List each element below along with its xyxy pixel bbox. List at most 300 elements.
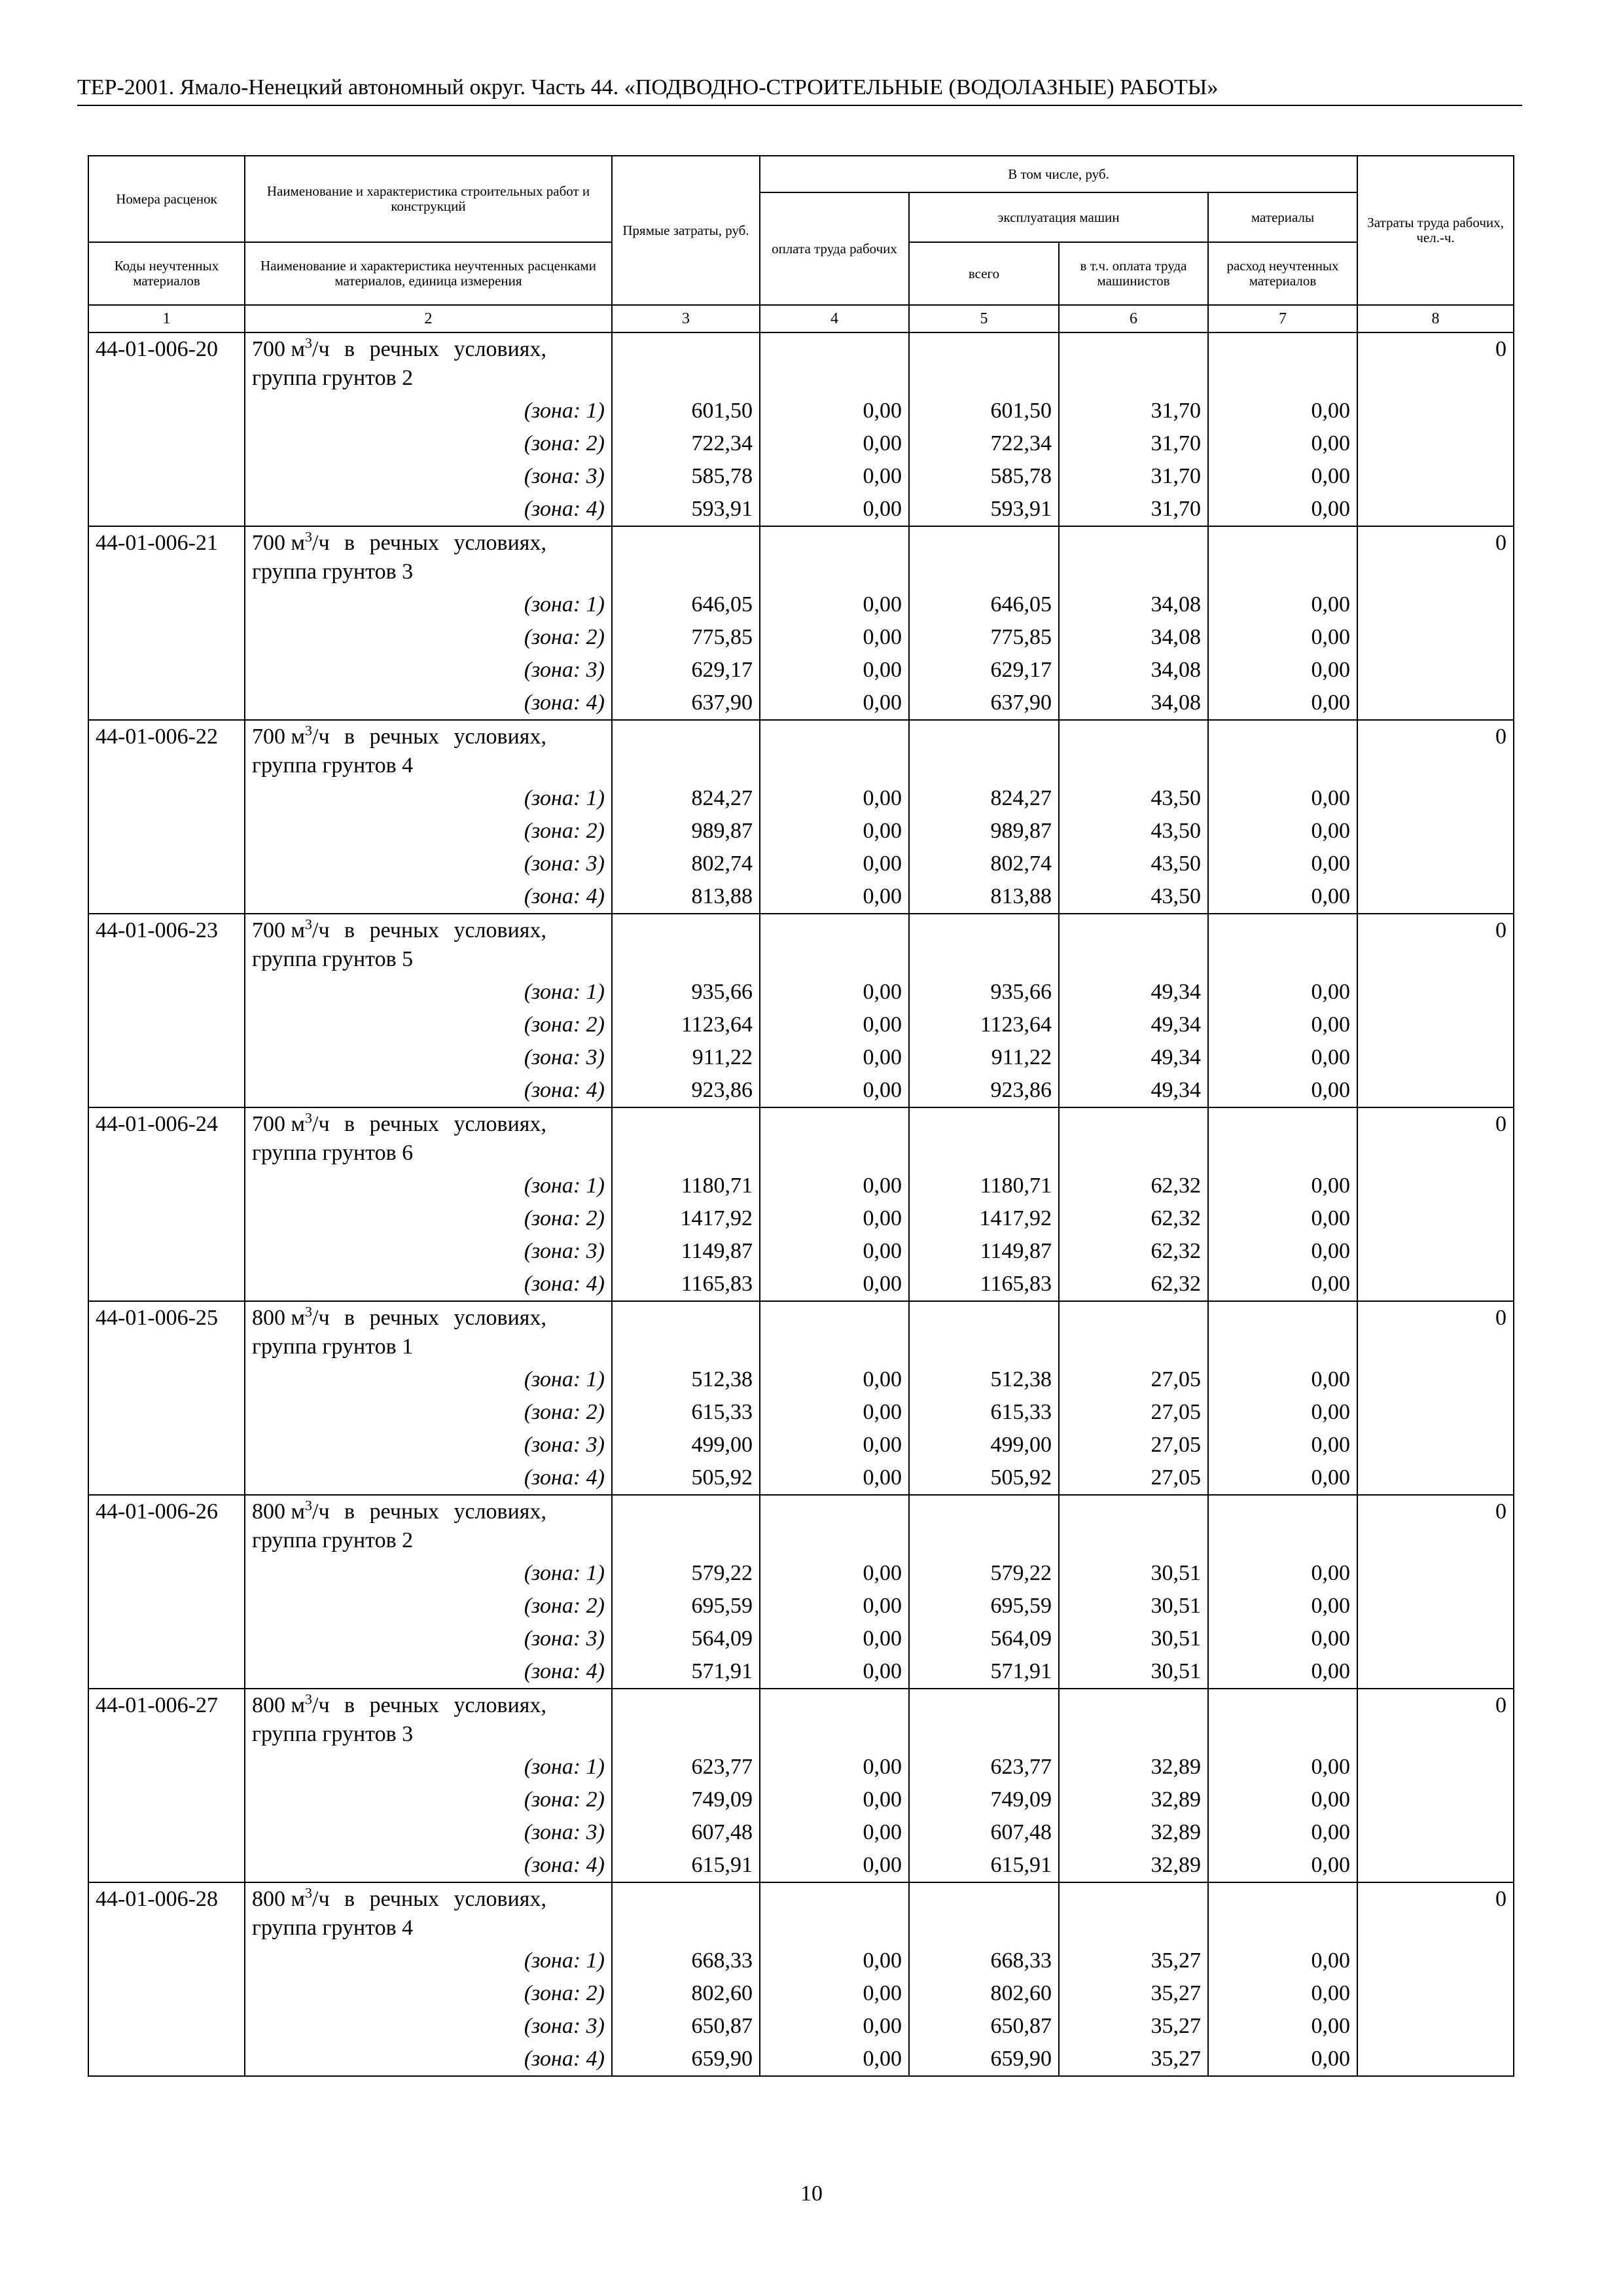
operator-pay-value: 27,05 (1059, 1396, 1208, 1429)
empty-cell (88, 1655, 245, 1689)
operator-pay-value: 35,27 (1059, 1945, 1208, 1977)
empty-cell (1208, 332, 1357, 395)
rate-name-mid: /ч в речных условиях, (312, 531, 546, 555)
empty-cell (612, 1882, 760, 1945)
header-labor: Затраты труда рабочих, чел.-ч. (1357, 156, 1514, 305)
zone-row (88, 687, 1514, 720)
zone-label: (зона: 3) (245, 1235, 612, 1268)
zone-row (88, 1977, 1514, 2010)
document-header: ТЕР-2001. Ямало-Ненецкий автономный округ. Часть 44. «ПОДВОДНО-СТРОИТЕЛЬНЫЕ (ВОДОЛАЗНЫЕ) РАБОТЫ» (77, 73, 1522, 106)
machine-total-value: 593,91 (909, 493, 1059, 526)
header-operator-pay: в т.ч. оплата труда машинистов (1059, 242, 1208, 305)
empty-cell (612, 1301, 760, 1363)
rate-name-line1 (252, 723, 605, 751)
rate-title-row (88, 1107, 1514, 1170)
machine-total-value: 646,05 (909, 588, 1059, 621)
rate-unit: м (291, 531, 306, 555)
worker-pay-value: 0,00 (760, 1429, 909, 1462)
rate-name-line2: группа грунтов 3 (252, 1722, 414, 1746)
rate-name (245, 1689, 612, 1751)
materials-value: 0,00 (1208, 1235, 1357, 1268)
worker-pay-value: 0,00 (760, 1268, 909, 1301)
worker-pay-value: 0,00 (760, 848, 909, 880)
empty-cell (1357, 880, 1514, 914)
empty-cell (1357, 1396, 1514, 1429)
worker-pay-value: 0,00 (760, 1009, 909, 1041)
materials-value: 0,00 (1208, 1945, 1357, 1977)
direct-costs-value: 499,00 (612, 1429, 760, 1462)
rate-name-line2: группа грунтов 2 (252, 1528, 414, 1552)
labor-cost: 0 (1357, 526, 1514, 588)
zone-row (88, 1849, 1514, 1882)
operator-pay-value: 30,51 (1059, 1557, 1208, 1590)
empty-cell (1208, 1107, 1357, 1170)
rate-capacity-value: 800 (252, 1887, 285, 1911)
empty-cell (1357, 460, 1514, 493)
empty-cell (88, 1429, 245, 1462)
rate-unit: м (291, 337, 306, 361)
zone-label: (зона: 2) (245, 427, 612, 460)
zone-label: (зона: 4) (245, 880, 612, 914)
empty-cell (1357, 1462, 1514, 1495)
empty-cell (88, 1816, 245, 1849)
zone-label: (зона: 1) (245, 1945, 612, 1977)
rate-title-row (88, 1689, 1514, 1751)
zone-label: (зона: 4) (245, 687, 612, 720)
rate-unit-superscript: 3 (305, 722, 313, 739)
materials-value: 0,00 (1208, 880, 1357, 914)
machine-total-value: 571,91 (909, 1655, 1059, 1689)
rate-unit: м (291, 1306, 306, 1330)
rate-name-line1 (252, 1110, 605, 1139)
empty-cell (909, 1495, 1059, 1557)
operator-pay-value: 35,27 (1059, 1977, 1208, 2010)
empty-cell (760, 1495, 909, 1557)
rate-name-line1 (252, 1691, 605, 1720)
rate-code: 44-01-006-26 (88, 1495, 245, 1557)
rate-name-mid: /ч в речных условиях, (312, 1693, 546, 1717)
operator-pay-value: 34,08 (1059, 588, 1208, 621)
machine-total-value: 802,74 (909, 848, 1059, 880)
direct-costs-value: 1123,64 (612, 1009, 760, 1041)
rate-name-line1 (252, 335, 605, 364)
worker-pay-value: 0,00 (760, 1977, 909, 2010)
rate-capacity-value: 700 (252, 337, 285, 361)
empty-cell (1208, 1689, 1357, 1751)
zone-row (88, 1623, 1514, 1655)
operator-pay-value: 30,51 (1059, 1655, 1208, 1689)
column-number: 2 (245, 305, 612, 332)
direct-costs-value: 659,90 (612, 2043, 760, 2076)
empty-cell (760, 1689, 909, 1751)
empty-cell (88, 1235, 245, 1268)
empty-cell (88, 1751, 245, 1784)
direct-costs-value: 802,74 (612, 848, 760, 880)
direct-costs-value: 1149,87 (612, 1235, 760, 1268)
zone-label: (зона: 2) (245, 621, 612, 654)
rate-code: 44-01-006-28 (88, 1882, 245, 1945)
worker-pay-value: 0,00 (760, 1945, 909, 1977)
labor-cost: 0 (1357, 1689, 1514, 1751)
operator-pay-value: 49,34 (1059, 1041, 1208, 1074)
zone-row (88, 493, 1514, 526)
direct-costs-value: 601,50 (612, 395, 760, 427)
empty-cell (1357, 654, 1514, 687)
worker-pay-value: 0,00 (760, 1074, 909, 1107)
rate-capacity (252, 335, 546, 364)
empty-cell (612, 1495, 760, 1557)
materials-value: 0,00 (1208, 427, 1357, 460)
operator-pay-value: 35,27 (1059, 2043, 1208, 2076)
rate-name-line2: группа грунтов 4 (252, 1916, 414, 1940)
empty-cell (612, 1689, 760, 1751)
operator-pay-value: 43,50 (1059, 815, 1208, 848)
rate-unit: м (291, 918, 306, 942)
operator-pay-value: 30,51 (1059, 1623, 1208, 1655)
worker-pay-value: 0,00 (760, 1655, 909, 1689)
empty-cell (1059, 1301, 1208, 1363)
direct-costs-value: 1180,71 (612, 1170, 760, 1202)
operator-pay-value: 32,89 (1059, 1751, 1208, 1784)
empty-cell (760, 720, 909, 782)
zone-row (88, 654, 1514, 687)
worker-pay-value: 0,00 (760, 1041, 909, 1074)
zone-row (88, 2043, 1514, 2076)
materials-value: 0,00 (1208, 1009, 1357, 1041)
operator-pay-value: 30,51 (1059, 1590, 1208, 1623)
rate-name (245, 1107, 612, 1170)
operator-pay-value: 31,70 (1059, 395, 1208, 427)
empty-cell (1357, 1041, 1514, 1074)
empty-cell (1059, 526, 1208, 588)
direct-costs-value: 749,09 (612, 1784, 760, 1816)
worker-pay-value: 0,00 (760, 460, 909, 493)
empty-cell (1357, 1170, 1514, 1202)
zone-label: (зона: 2) (245, 1202, 612, 1235)
machine-total-value: 695,59 (909, 1590, 1059, 1623)
direct-costs-value: 637,90 (612, 687, 760, 720)
header-machine-ops: эксплуатация машин (909, 192, 1208, 242)
rate-unit: м (291, 1693, 306, 1717)
direct-costs-value: 571,91 (612, 1655, 760, 1689)
worker-pay-value: 0,00 (760, 588, 909, 621)
zone-row (88, 460, 1514, 493)
empty-cell (1059, 720, 1208, 782)
materials-value: 0,00 (1208, 460, 1357, 493)
worker-pay-value: 0,00 (760, 1235, 909, 1268)
materials-value: 0,00 (1208, 1074, 1357, 1107)
operator-pay-value: 34,08 (1059, 687, 1208, 720)
column-number: 4 (760, 305, 909, 332)
empty-cell (1357, 1009, 1514, 1041)
rate-capacity-value: 800 (252, 1693, 285, 1717)
empty-cell (88, 395, 245, 427)
zone-label: (зона: 2) (245, 1590, 612, 1623)
machine-total-value: 1165,83 (909, 1268, 1059, 1301)
rate-unit-superscript: 3 (305, 1884, 313, 1901)
worker-pay-value: 0,00 (760, 1784, 909, 1816)
empty-cell (760, 332, 909, 395)
direct-costs-value: 585,78 (612, 460, 760, 493)
zone-row (88, 427, 1514, 460)
materials-value: 0,00 (1208, 1202, 1357, 1235)
rate-unit: м (291, 1499, 306, 1524)
rate-name-mid: /ч в речных условиях, (312, 1112, 546, 1136)
materials-value: 0,00 (1208, 1751, 1357, 1784)
materials-value: 0,00 (1208, 2043, 1357, 2076)
direct-costs-value: 989,87 (612, 815, 760, 848)
rate-name-line1 (252, 529, 605, 558)
zone-label: (зона: 1) (245, 976, 612, 1009)
header-worker-pay: оплата труда рабочих (760, 192, 909, 305)
materials-value: 0,00 (1208, 1170, 1357, 1202)
rate-name-mid: /ч в речных условиях, (312, 918, 546, 942)
direct-costs-value: 650,87 (612, 2010, 760, 2043)
empty-cell (1357, 427, 1514, 460)
materials-value: 0,00 (1208, 654, 1357, 687)
machine-total-value: 659,90 (909, 2043, 1059, 2076)
empty-cell (1357, 1816, 1514, 1849)
zone-label: (зона: 4) (245, 1849, 612, 1882)
empty-cell (1357, 1655, 1514, 1689)
machine-total-value: 629,17 (909, 654, 1059, 687)
zone-row (88, 1655, 1514, 1689)
header-code-top: Номера расценок (88, 156, 245, 242)
labor-cost: 0 (1357, 720, 1514, 782)
worker-pay-value: 0,00 (760, 427, 909, 460)
materials-value: 0,00 (1208, 782, 1357, 815)
price-table-body (88, 332, 1514, 2076)
direct-costs-value: 593,91 (612, 493, 760, 526)
rate-name (245, 1495, 612, 1557)
direct-costs-value: 1165,83 (612, 1268, 760, 1301)
direct-costs-value: 668,33 (612, 1945, 760, 1977)
worker-pay-value: 0,00 (760, 1590, 909, 1623)
machine-total-value: 615,91 (909, 1849, 1059, 1882)
empty-cell (760, 1301, 909, 1363)
zone-label: (зона: 3) (245, 1429, 612, 1462)
zone-row (88, 1557, 1514, 1590)
rate-capacity-value: 700 (252, 531, 285, 555)
empty-cell (1357, 1429, 1514, 1462)
empty-cell (1357, 1590, 1514, 1623)
rate-unit-superscript: 3 (305, 1691, 313, 1708)
empty-cell (88, 1784, 245, 1816)
materials-value: 0,00 (1208, 1396, 1357, 1429)
zone-row (88, 1009, 1514, 1041)
rate-name (245, 526, 612, 588)
zone-label: (зона: 1) (245, 588, 612, 621)
rate-name-mid: /ч в речных условиях, (312, 725, 546, 749)
rate-code: 44-01-006-25 (88, 1301, 245, 1363)
rate-name-line1 (252, 916, 605, 945)
materials-value: 0,00 (1208, 815, 1357, 848)
machine-total-value: 650,87 (909, 2010, 1059, 2043)
operator-pay-value: 43,50 (1059, 782, 1208, 815)
zone-row (88, 621, 1514, 654)
machine-total-value: 623,77 (909, 1751, 1059, 1784)
rate-name-line2: группа грунтов 2 (252, 366, 414, 390)
empty-cell (88, 1623, 245, 1655)
machine-total-value: 1180,71 (909, 1170, 1059, 1202)
empty-cell (1357, 1557, 1514, 1590)
empty-cell (88, 848, 245, 880)
zone-label: (зона: 2) (245, 815, 612, 848)
materials-value: 0,00 (1208, 1363, 1357, 1396)
zone-label: (зона: 4) (245, 2043, 612, 2076)
empty-cell (1357, 1623, 1514, 1655)
worker-pay-value: 0,00 (760, 1363, 909, 1396)
direct-costs-value: 623,77 (612, 1751, 760, 1784)
machine-total-value: 935,66 (909, 976, 1059, 1009)
column-number: 7 (1208, 305, 1357, 332)
rate-unit: м (291, 1112, 306, 1136)
materials-value: 0,00 (1208, 1462, 1357, 1495)
zone-label: (зона: 2) (245, 1009, 612, 1041)
zone-label: (зона: 3) (245, 654, 612, 687)
empty-cell (1357, 782, 1514, 815)
empty-cell (88, 1170, 245, 1202)
empty-cell (88, 654, 245, 687)
zone-row (88, 1363, 1514, 1396)
machine-total-value: 722,34 (909, 427, 1059, 460)
zone-label: (зона: 4) (245, 1462, 612, 1495)
rate-unit-superscript: 3 (305, 334, 313, 351)
operator-pay-value: 49,34 (1059, 1009, 1208, 1041)
empty-cell (1208, 1882, 1357, 1945)
rate-name-line1 (252, 1885, 605, 1914)
materials-value: 0,00 (1208, 2010, 1357, 2043)
rate-capacity-value: 700 (252, 725, 285, 749)
page-number: 10 (800, 2181, 823, 2206)
rate-capacity (252, 916, 546, 945)
zone-row (88, 2010, 1514, 2043)
empty-cell (1357, 1751, 1514, 1784)
rate-name-line2: группа грунтов 3 (252, 560, 414, 584)
zone-row (88, 1816, 1514, 1849)
operator-pay-value: 31,70 (1059, 427, 1208, 460)
materials-value: 0,00 (1208, 1590, 1357, 1623)
materials-value: 0,00 (1208, 621, 1357, 654)
empty-cell (1357, 1784, 1514, 1816)
worker-pay-value: 0,00 (760, 687, 909, 720)
worker-pay-value: 0,00 (760, 782, 909, 815)
worker-pay-value: 0,00 (760, 880, 909, 914)
empty-cell (1357, 621, 1514, 654)
column-number: 3 (612, 305, 760, 332)
operator-pay-value: 62,32 (1059, 1268, 1208, 1301)
zone-label: (зона: 3) (245, 1623, 612, 1655)
operator-pay-value: 31,70 (1059, 460, 1208, 493)
labor-cost: 0 (1357, 332, 1514, 395)
rate-unit-superscript: 3 (305, 1109, 313, 1126)
worker-pay-value: 0,00 (760, 815, 909, 848)
worker-pay-value: 0,00 (760, 493, 909, 526)
zone-label: (зона: 2) (245, 1784, 612, 1816)
empty-cell (1357, 1849, 1514, 1882)
zone-label: (зона: 3) (245, 848, 612, 880)
empty-cell (88, 1557, 245, 1590)
zone-row (88, 588, 1514, 621)
zone-label: (зона: 1) (245, 1751, 612, 1784)
operator-pay-value: 62,32 (1059, 1170, 1208, 1202)
rate-unit-superscript: 3 (305, 1303, 313, 1320)
rate-name (245, 332, 612, 395)
empty-cell (1357, 395, 1514, 427)
rate-name (245, 1882, 612, 1945)
rate-unit-superscript: 3 (305, 1497, 313, 1514)
zone-row (88, 1751, 1514, 1784)
operator-pay-value: 43,50 (1059, 880, 1208, 914)
empty-cell (1059, 1882, 1208, 1945)
zone-row (88, 1202, 1514, 1235)
empty-cell (1357, 588, 1514, 621)
rate-name-line1 (252, 1498, 605, 1526)
materials-value: 0,00 (1208, 1429, 1357, 1462)
materials-value: 0,00 (1208, 1623, 1357, 1655)
rate-capacity (252, 1110, 546, 1139)
labor-cost: 0 (1357, 1107, 1514, 1170)
header-direct-costs: Прямые затраты, руб. (612, 156, 760, 305)
direct-costs-value: 646,05 (612, 588, 760, 621)
empty-cell (1208, 720, 1357, 782)
empty-cell (88, 1268, 245, 1301)
direct-costs-value: 802,60 (612, 1977, 760, 2010)
direct-costs-value: 1417,92 (612, 1202, 760, 1235)
empty-cell (1208, 526, 1357, 588)
header-name-bottom: Наименование и характеристика неучтенных расценками материалов, единица измерения (245, 242, 612, 305)
operator-pay-value: 32,89 (1059, 1849, 1208, 1882)
rate-name-line2: группа грунтов 1 (252, 1335, 414, 1359)
direct-costs-value: 722,34 (612, 427, 760, 460)
empty-cell (1059, 1107, 1208, 1170)
materials-value: 0,00 (1208, 1784, 1357, 1816)
machine-total-value: 601,50 (909, 395, 1059, 427)
rate-name (245, 720, 612, 782)
empty-cell (612, 332, 760, 395)
zone-label: (зона: 2) (245, 1977, 612, 2010)
rate-title-row (88, 1301, 1514, 1363)
empty-cell (760, 914, 909, 976)
direct-costs-value: 579,22 (612, 1557, 760, 1590)
rate-capacity (252, 1885, 546, 1914)
zone-row (88, 1429, 1514, 1462)
materials-value: 0,00 (1208, 1816, 1357, 1849)
machine-total-value: 1149,87 (909, 1235, 1059, 1268)
materials-value: 0,00 (1208, 395, 1357, 427)
worker-pay-value: 0,00 (760, 976, 909, 1009)
direct-costs-value: 923,86 (612, 1074, 760, 1107)
zone-row (88, 395, 1514, 427)
materials-value: 0,00 (1208, 848, 1357, 880)
empty-cell (612, 526, 760, 588)
empty-cell (1059, 1495, 1208, 1557)
zone-label: (зона: 3) (245, 1816, 612, 1849)
worker-pay-value: 0,00 (760, 654, 909, 687)
zone-label: (зона: 4) (245, 1655, 612, 1689)
empty-cell (909, 914, 1059, 976)
zone-label: (зона: 3) (245, 2010, 612, 2043)
worker-pay-value: 0,00 (760, 1623, 909, 1655)
machine-total-value: 615,33 (909, 1396, 1059, 1429)
rate-name-line1 (252, 1304, 605, 1333)
direct-costs-value: 935,66 (612, 976, 760, 1009)
worker-pay-value: 0,00 (760, 1751, 909, 1784)
zone-label: (зона: 3) (245, 460, 612, 493)
machine-total-value: 775,85 (909, 621, 1059, 654)
worker-pay-value: 0,00 (760, 1816, 909, 1849)
machine-total-value: 824,27 (909, 782, 1059, 815)
